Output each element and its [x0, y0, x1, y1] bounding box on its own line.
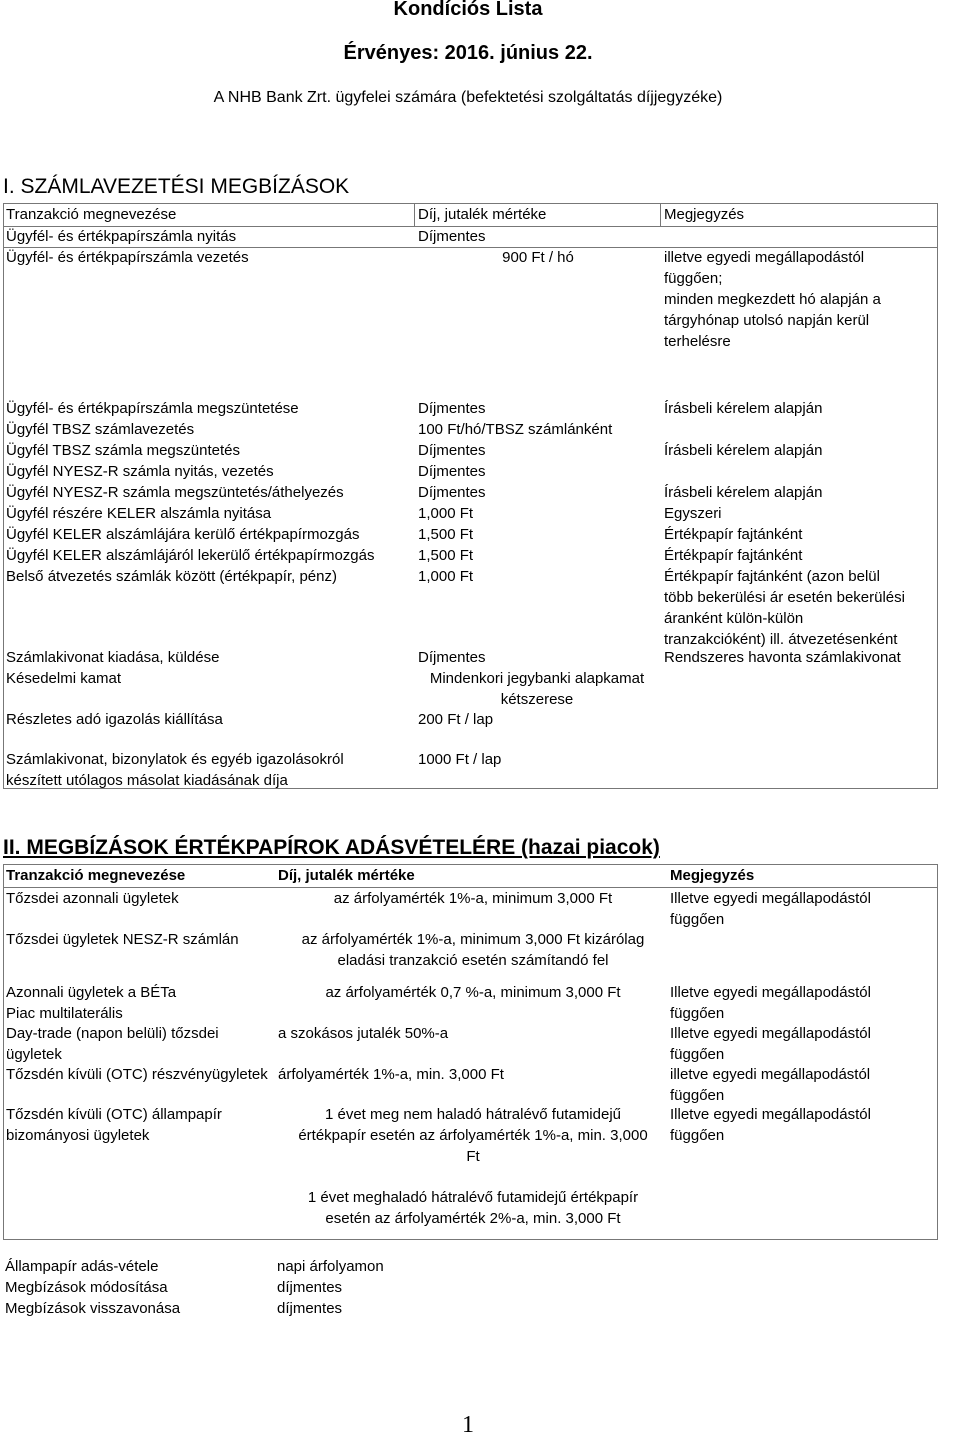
header-fee: Díj, jutalék mértéke: [418, 206, 547, 223]
page-number: 1: [462, 1412, 474, 1438]
row-transaction: Tőzsdei ügyletek NESZ-R számlán: [6, 931, 239, 948]
row-transaction: Ügyfél- és értékpapírszámla vezetés: [6, 249, 249, 266]
row-note: Egyszeri: [664, 505, 722, 522]
row-transaction: Ügyfél KELER alszámlájára kerülő értékpapírmozgás: [6, 526, 360, 543]
row-fee: Díjmentes: [418, 400, 486, 417]
row-note: Írásbeli kérelem alapján: [664, 400, 823, 417]
row-transaction: Ügyfél részére KELER alszámla nyitása: [6, 505, 272, 522]
row-fee: árfolyamérték 1%-a, min. 3,000 Ft: [278, 1066, 504, 1083]
row-transaction: Belső átvezetés számlák között (értékpapír, pénz): [6, 568, 337, 585]
row-fee: 100 Ft/hó/TBSZ számlánként: [418, 421, 613, 438]
row-fee: az árfolyamérték 1%-a, minimum 3,000 Ft kizárólag eladási tranzakció esetén számítandó fel: [301, 931, 645, 969]
header-note: Megjegyzés: [670, 867, 755, 884]
row-transaction: Tőzsdei azonnali ügyletek: [6, 890, 179, 907]
row-note: Írásbeli kérelem alapján: [664, 442, 823, 459]
document-subtitle: A NHB Bank Zrt. ügyfelei számára (befektetési szolgáltatás díjjegyzéke): [213, 89, 723, 106]
row-fee: Díjmentes: [418, 649, 486, 666]
row-fee: Díjmentes: [418, 463, 486, 480]
row-transaction: Részletes adó igazolás kiállítása: [6, 711, 223, 728]
row-transaction: Megbízások visszavonása: [5, 1300, 181, 1317]
row-fee: 1000 Ft / lap: [418, 751, 502, 768]
row-transaction: Számlakivonat, bizonylatok és egyéb igazolásokról készített utólagos másolat kiadásának díja: [6, 751, 344, 789]
row-note: Értékpapír fajtánként (azon belül több bekerülési ár esetén bekerülési áranként külön-külön tranzakcióként) ill. átvezetésenként: [664, 568, 905, 648]
account-fees-table: [3, 203, 938, 789]
row-fee: 1 évet meg nem haladó hátralévő futamidejű értékpapír esetén az árfolyamérték 1%-a, min. 3,000 Ft: [298, 1106, 648, 1165]
row-note: Rendszeres havonta számlakivonat: [664, 649, 901, 666]
row-fee: a szokásos jutalék 50%-a: [278, 1025, 449, 1042]
row-transaction: Ügyfél- és értékpapírszámla megszüntetése: [6, 400, 299, 417]
row-fee: az árfolyamérték 0,7 %-a, minimum 3,000 Ft: [325, 984, 621, 1001]
row-transaction: Ügyfél NYESZ-R számla nyitás, vezetés: [6, 463, 274, 480]
row-fee: Díjmentes: [418, 442, 486, 459]
row-fee: 1,500 Ft: [418, 526, 474, 543]
section-1-title: I. SZÁMLAVEZETÉSI MEGBÍZÁSOK: [3, 175, 350, 198]
header-transaction: Tranzakció megnevezése: [6, 206, 177, 223]
row-fee: 1,500 Ft: [418, 547, 474, 564]
row-fee: Díjmentes: [418, 228, 486, 245]
row-transaction: Tőzsdén kívüli (OTC) állampapír bizományosi ügyletek: [6, 1106, 222, 1144]
row-transaction: Ügyfél TBSZ számlavezetés: [6, 421, 195, 438]
trading-fees-table: [3, 864, 938, 1240]
column-divider: [660, 204, 661, 226]
row-note: Illetve egyedi megállapodástól függően: [670, 984, 871, 1022]
row-fee: 1 évet meghaladó hátralévő futamidejű értékpapír esetén az árfolyamérték 2%-a, min. 3,000 Ft: [307, 1189, 639, 1227]
row-transaction: Megbízások módosítása: [5, 1279, 168, 1296]
row-transaction: Tőzsdén kívüli (OTC) részvényügyletek: [6, 1066, 268, 1083]
row-note: illetve egyedi megállapodástól függően; minden megkezdett hó alapján a tárgyhónap utolsó napján kerül terhelésre: [664, 249, 881, 350]
row-transaction: Ügyfél NYESZ-R számla megszüntetés/áthelyezés: [6, 484, 344, 501]
column-divider: [414, 204, 415, 226]
row-note: Értékpapír fajtánként: [664, 547, 803, 564]
row-transaction: Ügyfél TBSZ számla megszüntetés: [6, 442, 240, 459]
row-fee: Mindenkori jegybanki alapkamat kétszerese: [429, 670, 645, 708]
document-title: Kondíciós Lista: [393, 0, 543, 20]
row-note: illetve egyedi megállapodástól függően: [670, 1066, 871, 1104]
row-transaction: Azonnali ügyletek a BÉTa Piac multilaterális: [6, 984, 177, 1022]
row-transaction: Késedelmi kamat: [6, 670, 122, 687]
row-transaction: Day-trade (napon belüli) tőzsdei ügyletek: [6, 1025, 219, 1063]
row-note: Illetve egyedi megállapodástól függően: [670, 1025, 871, 1063]
row-fee: díjmentes: [277, 1300, 343, 1317]
row-fee: Díjmentes: [418, 484, 486, 501]
row-fee: díjmentes: [277, 1279, 343, 1296]
header-transaction: Tranzakció megnevezése: [6, 867, 186, 884]
row-fee: 900 Ft / hó: [502, 249, 574, 266]
row-note: Értékpapír fajtánként: [664, 526, 803, 543]
header-fee: Díj, jutalék mértéke: [278, 867, 415, 884]
row-fee: 1,000 Ft: [418, 568, 474, 585]
row-transaction: Számlakivonat kiadása, küldése: [6, 649, 220, 666]
row-transaction: Állampapír adás-vétele: [5, 1258, 159, 1275]
row-fee: 1,000 Ft: [418, 505, 474, 522]
section-2-title: II. MEGBÍZÁSOK ÉRTÉKPAPÍROK ADÁSVÉTELÉRE (hazai piacok): [3, 836, 660, 859]
row-fee: az árfolyamérték 1%-a, minimum 3,000 Ft: [333, 890, 613, 907]
row-transaction: Ügyfél- és értékpapírszámla nyitás: [6, 228, 237, 245]
row-transaction: Ügyfél KELER alszámlájáról lekerülő értékpapírmozgás: [6, 547, 375, 564]
row-note: Írásbeli kérelem alapján: [664, 484, 823, 501]
row-fee: 200 Ft / lap: [418, 711, 494, 728]
row-note: Illetve egyedi megállapodástól függően: [670, 890, 871, 928]
row-fee: napi árfolyamon: [277, 1258, 384, 1275]
validity-date: Érvényes: 2016. június 22.: [343, 42, 593, 64]
header-note: Megjegyzés: [664, 206, 745, 223]
row-note: Illetve egyedi megállapodástól függően: [670, 1106, 871, 1144]
